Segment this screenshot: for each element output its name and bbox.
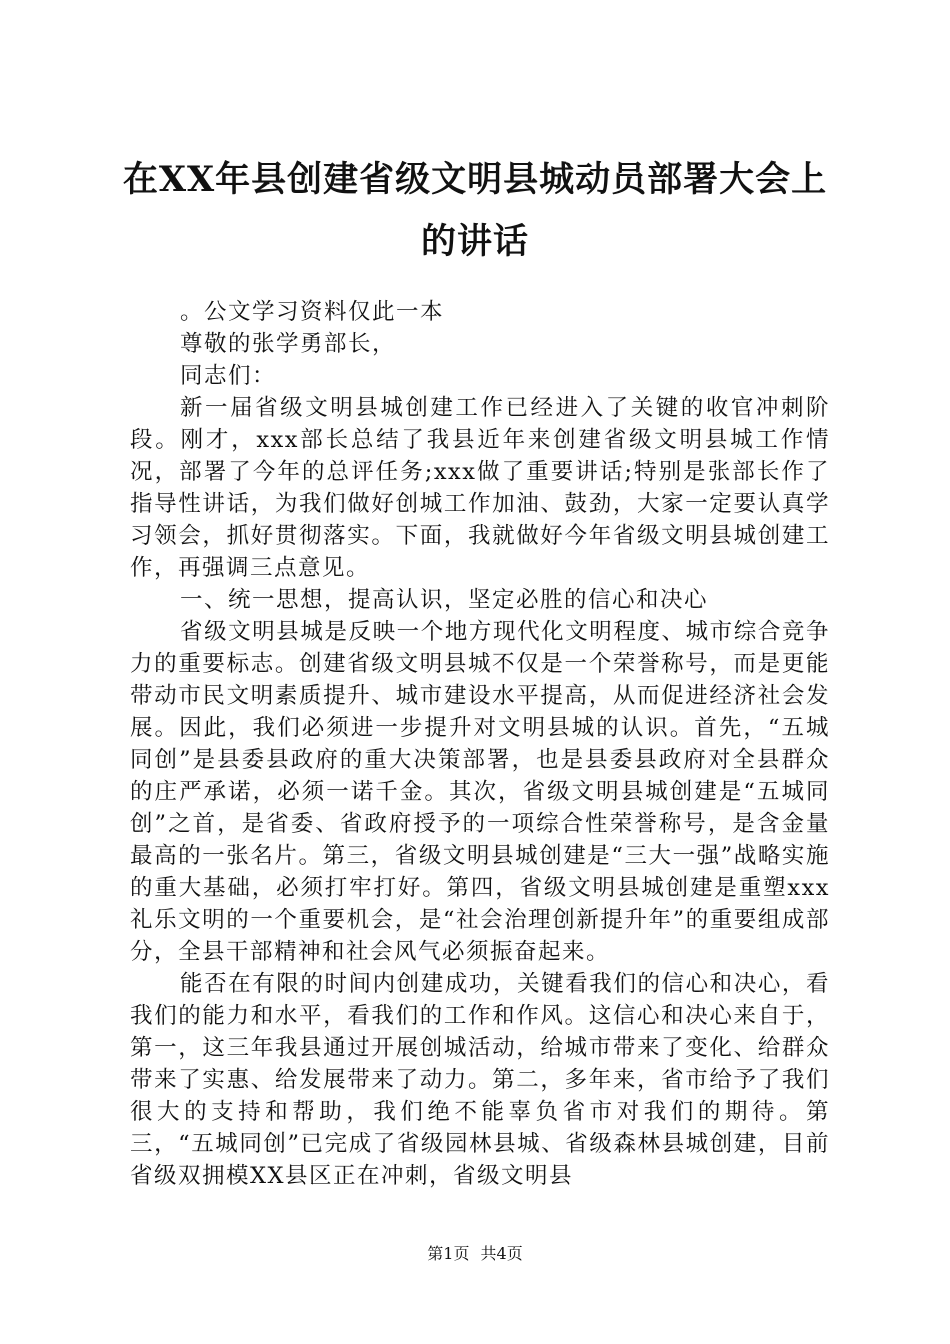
intro-paragraph: 新一届省级文明县城创建工作已经进入了关键的收官冲刺阶段。刚才，xxx部长总结了我县近年来创建省级文明县城工作情况，部署了今年的总评任务;xxx做了重要讲话;特别是张部长作了指导性讲话，为我们做好创城工作加油、鼓劲，大家一定要认真学习领会，抓好贯彻落实。下面，我就做好今年省级文明县城创建工作，再强调三点意见。: [130, 395, 830, 581]
page-total: 共4页: [480, 1244, 523, 1263]
note-line: 。公文学习资料仅此一本: [180, 299, 445, 325]
salutation-line: 尊敬的张学勇部长，: [180, 331, 397, 357]
body-paragraph-1: 省级文明县城是反映一个地方现代化文明程度、城市综合竞争力的重要标志。创建省级文明县城不仅是一个荣誉称号，而是更能带动市民文明素质提升、城市建设水平提高，从而促进经济社会发展。因此，我们必须进一步提升对文明县城的认识。首先，“五城同创”是县委县政府的重大决策部署，也是县委县政府对全县群众的庄严承诺，必须一诺千金。其次，省级文明县城创建是“五城同创”之首，是省委、省政府授予的一项综合性荣誉称号，是含金量最高的一张名片。第三，省级文明县城创建是“三大一强”战略实施的重大基础，必须打牢打好。第四，省级文明县城创建是重塑xxx礼乐文明的一个重要机会，是“社会治理创新提升年”的重要组成部分，全县干部精神和社会风气必须振奋起来。: [130, 619, 830, 965]
section-heading-1: 一、统一思想，提高认识，坚定必胜的信心和决心: [180, 587, 709, 613]
page-number: 第1页: [427, 1244, 470, 1263]
page-footer: [0, 1244, 950, 1264]
greeting-line: 同志们：: [180, 363, 277, 389]
document-title-line-2: 的讲话: [420, 221, 529, 262]
document-body: [130, 296, 830, 1192]
body-paragraph-2: 能否在有限的时间内创建成功，关键看我们的信心和决心，看我们的能力和水平，看我们的工作和作风。这信心和决心来自于，第一，这三年我县通过开展创城活动，给城市带来了变化、给群众带来了实惠、给发展带来了动力。第二，多年来，省市给予了我们很大的支持和帮助，我们绝不能辜负省市对我们的期待。第三，“五城同创”已完成了省级园林县城、省级森林县城创建，目前省级双拥模XX县区正在冲刺，省级文明县: [130, 971, 830, 1189]
document-title-line-1: 在XX年县创建省级文明县城动员部署大会上: [122, 159, 828, 200]
